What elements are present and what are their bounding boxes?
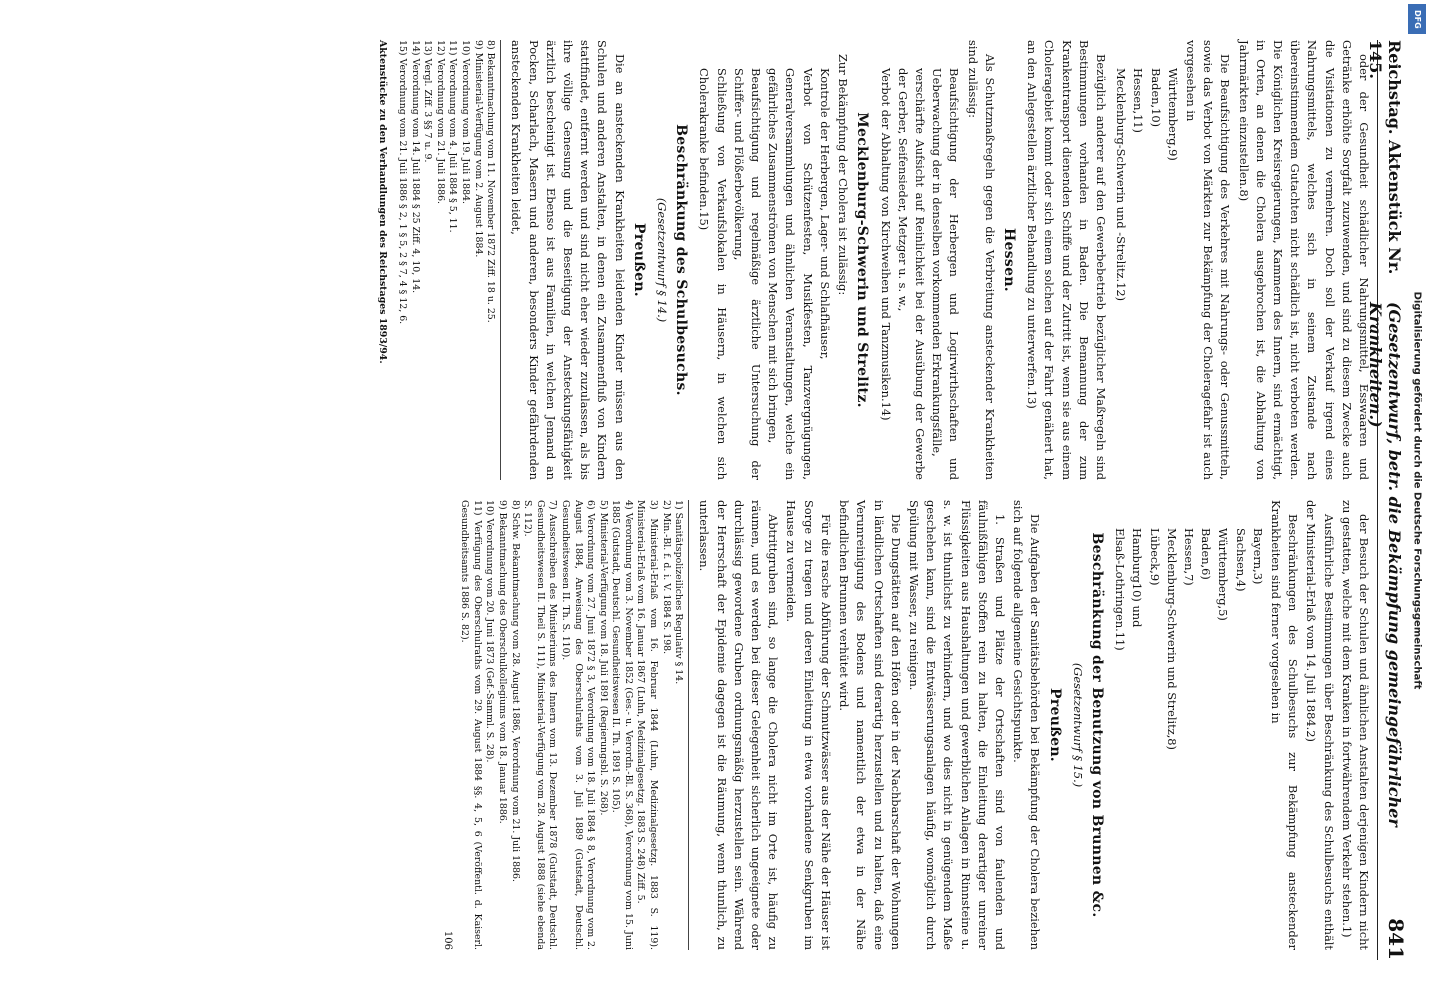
footnote: 12) Verordnung vom 21. Juli 1886.	[434, 40, 446, 205]
page-number: 841	[1384, 918, 1408, 960]
list-item: Sachsen,4)	[1233, 528, 1248, 592]
right-column	[438, 500, 1372, 950]
list-item: Hessen,11)	[1131, 68, 1146, 134]
footnote: 3) Ministerial-Erlaß vom 16. Februar 1844 (Luhn, Medizinalgesetzg. 1883 S. 119). Ministerial-Erlaß vom 16. Januar 1867 (Luhn, Medizinalgesetzg. 1883 S. 248) Ziff. 5.	[635, 500, 660, 950]
footnote: 11) Verfügung des Oberschulraths vom 29. August 1884 §§. 4, 5, 6 (Veröffentl. d. Kaiserl. Gesundheitsamts 1886 S. 82).	[459, 500, 483, 950]
left-paragraph-6: Die an ansteckenden Krankheiten leidenden Kinder müssen aus den Schulen und anderen Anstalten, in denen ein Zusammenfluß von Kindern stattfindet, entfernt werden und sind nicht eher wieder zuzulassen, als bis ihre völlige Genesung und die Beseitigung der Ansteckungsfähigkeit ärztlich bescheinigt ist. Ebenso ist aus Familien, in welchen Jemand an Pocken, Scharlach, Masern und anderen, besonders Kinder gefährdenden ansteckenden Krankheiten leidet,	[509, 40, 627, 480]
left-column	[374, 40, 1372, 480]
heading-hessen: Hessen.	[1000, 228, 1017, 292]
list-item: Mecklenburg-Schwerin und Strelitz,8)	[1164, 528, 1179, 751]
right-footnotes	[458, 500, 690, 950]
list-item: Beaufsichtigung und regelmäßige ärztliche Untersuchung der Schiffer- und Flößerbevölkerung,	[731, 68, 764, 480]
footnote: 5) Ministerial-Verfügung vom 18. Juli 1891 (Regierungsbl. S. 268).	[597, 500, 609, 816]
right-paragraph-1: der Besuch der Schulen und ähnlichen Anstalten derjenigen Kindern nicht zu gestatten, welche mit dem Kranken in fortwährendem Verkehr stehen.1)	[1339, 500, 1371, 950]
footnote: 10) Verordnung vom 20. Juni 1873 (Gef.-Samml. S. 28).	[484, 500, 496, 763]
footnote: 8) Schw. Bekanntmachung vom 28. August 1886, Verordnung vom 21. Juli 1886.	[509, 500, 521, 882]
right-paragraph-5: 1. Straßen und Plätze der Ortschaften sind von faulenden und fäulnißfähigen Stoffen rein zu halten, die Einleitung derartiger unreiner Flüssigkeiten aus Haushaltungen und gewerblichen Anlagen in Rinnsteine u. s. w. ist thunlichst zu verhindern, und wo dies nicht in genügendem Maße geschehen kann, sind die Entwässerungsanlagen häufig, womöglich durch Spülung mit Wasser, zu reinigen.	[906, 500, 1007, 950]
list-item: Hamburg10) und	[1130, 528, 1145, 628]
footnote: 14) Verordnung vom 14. Juli 1884 § 25 Ziff. 4, 10, 14.	[409, 40, 421, 294]
list-item: Schließung von Verkaufslokalen in Häusern, in welchen sich Cholerakranke befinden.15)	[697, 68, 729, 480]
footnote: 9) Ministerial-Verfügung vom 2. August 1884.	[472, 40, 484, 258]
right-paragraph-2: Ausführliche Bestimmungen über Beschränkung des Schulbesuchs enthält der Ministerial-Erlaß vom 14. Juli 1884.2)	[1304, 500, 1336, 950]
left-paragraph-5: Zur Bekämpfung der Cholera ist zulässig:	[836, 54, 851, 296]
subheading-gesetzentwurf-15: (Gesetzentwurf § 15.)	[1070, 662, 1085, 788]
header-left: Reichstag. Aktenstück Nr. 145.	[1366, 40, 1404, 275]
subheading-gesetzentwurf-14: (Gesetzentwurf § 14.)	[655, 197, 670, 323]
list-item: Bayern,3)	[1250, 528, 1265, 585]
signature-mark: 106	[441, 930, 453, 950]
dfg-sidebar	[1402, 0, 1432, 1000]
footnote: 13) Vergl. Ziff. 3 §§ 7 u. 9.	[422, 40, 434, 163]
bottom-note: Aktenstücke zu den Verhandlungen des Reichstages 1893/94.	[377, 40, 389, 364]
list-item: Kontrole der Herbergen, Lager- und Schlafhäuser,	[817, 68, 832, 360]
left-list-1	[1112, 68, 1181, 480]
list-item: Baden,6)	[1199, 528, 1214, 580]
right-paragraph-4: Die Aufgaben der Sanitätsbehörden bei Bekämpfung der Cholera beziehen sich auf folgende allgemeine Gesichtspunkte.	[1011, 500, 1043, 950]
heading-preussen: Preußen.	[630, 223, 647, 297]
left-paragraph-2: Die Beaufsichtigung des Verkehres mit Nahrungs- oder Genussmitteln, sowie das Verbot von Märkten zur Bekämpfung der Choleragefahr ist auch vorgesehen in	[1183, 40, 1233, 480]
list-item: verschärfte Aufsicht auf Reinlichkeit bei der Ausübung der Gewerbe der Gerber, Seifensieder, Metzger u. s. w.,	[895, 68, 927, 480]
heading-preussen-2: Preußen.	[1046, 688, 1063, 762]
list-item: Beaufsichtigung der Herbergen und Logirwirthschaften und Ueberwachung der in denselben vorkommenden Erkrankungsfälle,	[930, 68, 962, 480]
list-item: Verbot der Abhaltung von Kirchweihen und Tanzmusiken.14)	[878, 68, 893, 421]
footnote: 2) Min.-Bl. f. d. i. V. 1884 S. 198.	[660, 500, 672, 655]
right-paragraph-3: Beschränkungen des Schulbesuchs zur Bekämpfung ansteckender Krankheiten sind ferner vorgesehen in	[1268, 500, 1301, 950]
list-item: Württemberg,9)	[1165, 68, 1180, 161]
left-paragraph-1: oder der Gesundheit schädlicher Nahrungsmittel, Esswaaren und Getränke erhöhte Sorgfalt zuzuwenden, und sind zu diesem Zwecke auch die Visitationen zu vermehren. Doch soll der Verkauf irgend eines Nahrungsmittels, welches sich in seinem Zustande nach übereinstimmendem Gutachten nicht schädlich ist, nicht verboten werden. Die Königlichen Kreisregierungen, Kammern des Innern, sind ermächtigt, in Orten, an denen die Cholera ausgebrochen ist, die Abhaltung von Jahrmärkten einzustellen.8)	[1236, 40, 1371, 480]
heading-mecklenburg: Mecklenburg-Schwerin und Strelitz.	[854, 112, 871, 408]
header-title: (Gesetzentwurf, betr. die Bekämpfung gemeingefährlicher Krankheiten.)	[1366, 301, 1404, 827]
list-item: Verbot von Schützenfesten, Musikfesten, Tanzvergnügungen, Generalversammlungen und ähnlichen Veranstaltungen, welche ein gefährliches Zusammenströmen von Menschen mit sich bringen,	[766, 68, 815, 480]
footnote: 4) Verordnung vom 3. November 1852 (Ges.- u. Verordn.-Bl. S. 368), Verordnung vom 15. Juni 1885 (Gutstadt, Deutschl. Gesundheitswesen II. Th. 1891 S. 105).	[610, 500, 634, 950]
list-item: Elsaß-Lothringen.11)	[1113, 528, 1128, 651]
footnote: 11) Verordnung vom 4. Juli 1884 § 5, 11.	[447, 40, 459, 233]
footnote: 1) Sanitätspolizeiliches Regulativ § 14.	[673, 500, 685, 685]
right-paragraph-6: Die Dungstätten auf den Höfen oder in der Nachbarschaft der Wohnungen in ländlichen Ortschaften sind derartig herzustellen und zu halten, daß eine Verunreinigung des Bodens und namentlich der etwa in der Nähe befindlichen Brunnen verhütet wird.	[837, 500, 903, 950]
footnote: 9) Bekanntmachung des Oberschulkollegiums vom 18. Januar 1886.	[496, 500, 508, 824]
list-item: Baden,10)	[1148, 68, 1163, 128]
heading-schulbesuch: Beschränkung des Schulbesuchs.	[673, 124, 690, 396]
list-item: Mecklenburg-Schwerin und -Strelitz.12)	[1114, 68, 1129, 302]
left-paragraph-4: Als Schutzmaßregeln gegen die Verbreitung ansteckender Krankheiten sind zulässig:	[965, 40, 997, 480]
left-list-3	[695, 68, 833, 480]
right-paragraph-8: Abtrittgruben sind, so lange die Cholera nicht im Orte ist, häufig zu räumen, und es werden bei dieser Gelegenheit sicherlich ungeeignete oder durchlässig gewordene Gruben ordnungsmäßig herzustellen sein. Während der Herrschaft der Epidemie dagegen ist die Räumung, wenn thunlich, zu unterlassen.	[697, 500, 781, 950]
left-footnotes	[396, 40, 502, 480]
list-item: Hessen,7)	[1181, 528, 1196, 586]
heading-brunnen: Beschränkung der Benutzung von Brunnen &c.	[1088, 532, 1105, 918]
list-item: Lübeck,9)	[1147, 528, 1162, 586]
footnote: 8) Bekanntmachung vom 11. November 1872 Ziff. 18 u. 25.	[485, 40, 497, 323]
footnote: 6) Verordnung vom 27. Juni 1872 § 3, Verordnung vom 18. Juli 1884 § 8, Verordnung vom 2. August 1884, Anweisung des Oberschulraths vom 3. Juli 1889 (Gutstadt, Deutschl. Gesundheitswesen II. Th. S. 110).	[559, 500, 597, 950]
right-paragraph-7: Für die rasche Abführung der Schmutzwässer aus der Nähe der Häuser ist Sorge zu tragen und deren Einleitung in etwa vorhandene Senkgruben im Hause zu vermeiden.	[784, 500, 833, 950]
footnote: 7) Ausschreiben des Ministeriums des Innern vom 13. Dezember 1878 (Gutstadt, Deutschl. Gesundheitswesen II. Theil S. 111), Ministerial-Verfügung vom 28. August 1888 (siehe ebenda S. 112).	[522, 500, 559, 950]
left-paragraph-3: Bezüglich anderer auf den Gewerbebetrieb bezüglicher Maßregeln sind Bestimmungen vorhanden in Baden. Die Bemannung der zum Krankentransport dienenden Schiffe und der Zutritt ist, wenn sie aus einem Choleragebiet kommt oder sich einem solchen auf der Fahrt genähert hat, an den Anlegestellen ärztlicher Behandlung zu unterwerfen.13)	[1025, 40, 1108, 480]
right-list-1	[1111, 528, 1266, 950]
dfg-logo: DFG	[1408, 4, 1426, 34]
dfg-credit-text: Digitalisierung gefördert durch die Deutsche Forschungsgemeinschaft	[1411, 291, 1423, 690]
footnote: 15) Verordnung vom 21. Juli 1886 § 2, 1 § 5, 2 § 7, 4 § 12, 6.	[397, 40, 409, 325]
list-item: Württemberg,5)	[1216, 528, 1231, 621]
left-list-2	[876, 68, 962, 480]
footnote: 10) Verordnung vom 19. Juli 1884.	[460, 40, 472, 205]
